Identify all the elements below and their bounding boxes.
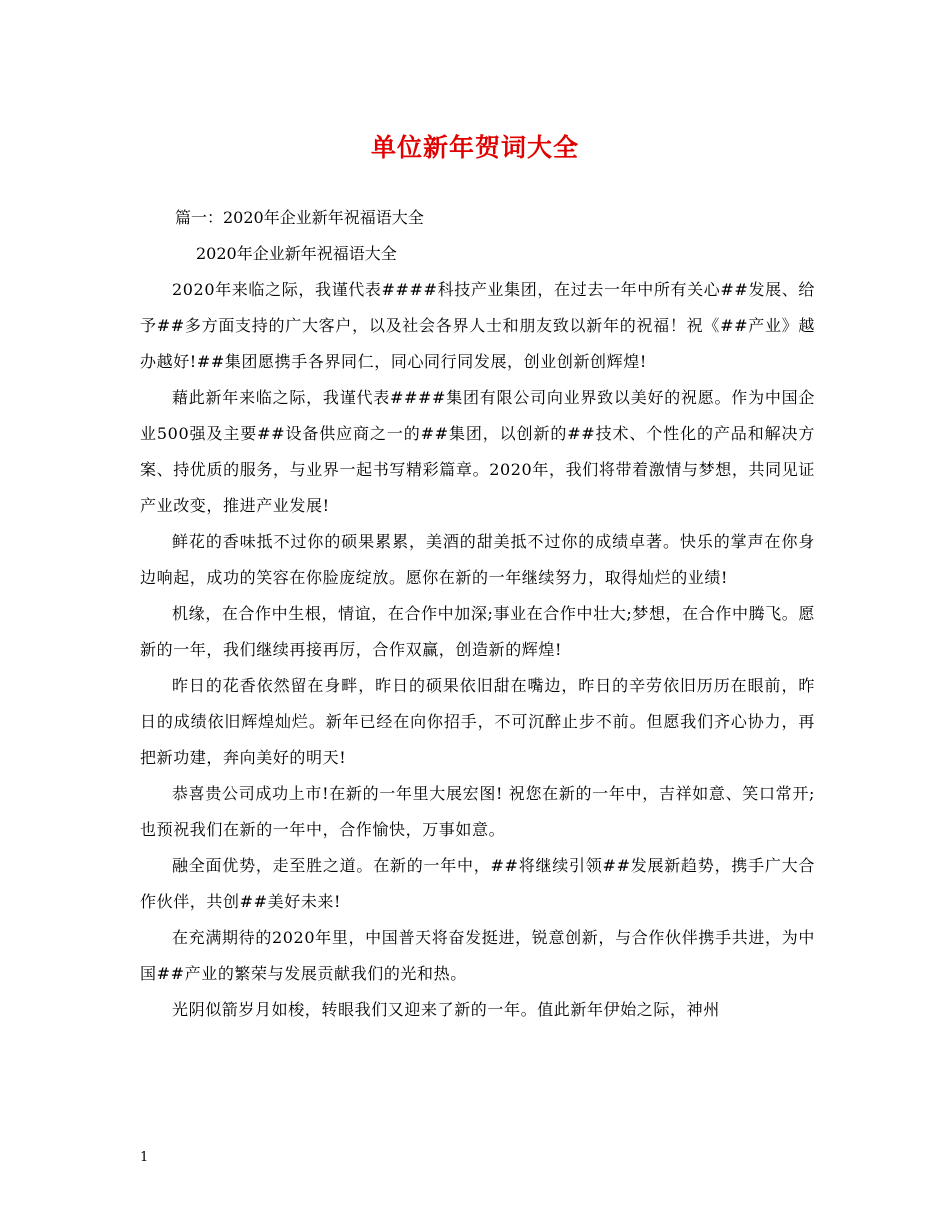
section-subheading: 2020年企业新年祝福语大全 — [196, 244, 397, 263]
paragraph-1: 2020年来临之际，我谨代表####科技产业集团，在过去一年中所有关心##发展、给予##多方面支持的广大客户，以及社会各界人士和朋友致以新年的祝福！祝《##产业》越办越好!##集团愿携手各界同仁，同心同行同发展，创业创新创辉煌! — [140, 280, 815, 371]
paragraph-3: 鲜花的香味抵不过你的硕果累累，美酒的甜美抵不过你的成绩卓著。快乐的掌声在你身边响起，成功的笑容在你脸庞绽放。愿你在新的一年继续努力，取得灿烂的业绩! — [140, 532, 815, 587]
paragraph-4: 机缘，在合作中生根，情谊，在合作中加深;事业在合作中壮大;梦想，在合作中腾飞。愿新的一年，我们继续再接再厉，合作双赢，创造新的辉煌! — [140, 604, 815, 659]
paragraph-8: 在充满期待的2020年里，中国普天将奋发挺进，锐意创新，与合作伙伴携手共进，为中国##产业的繁荣与发展贡献我们的光和热。 — [140, 928, 815, 983]
page-number: 1 — [140, 1150, 149, 1165]
section-heading: 篇一：2020年企业新年祝福语大全 — [175, 208, 424, 227]
document-body — [140, 200, 815, 1028]
paragraph-9: 光阴似箭岁月如梭，转眼我们又迎来了新的一年。值此新年伊始之际，神州 — [172, 1000, 720, 1019]
paragraph-6: 恭喜贵公司成功上市!在新的一年里大展宏图! 祝您在新的一年中，吉祥如意、笑口常开;也预祝我们在新的一年中，合作愉快，万事如意。 — [140, 784, 815, 839]
document-title: 单位新年贺词大全 — [370, 133, 579, 162]
paragraph-2: 藉此新年来临之际，我谨代表####集团有限公司向业界致以美好的祝愿。作为中国企业500强及主要##设备供应商之一的##集团，以创新的##技术、个性化的产品和解决方案、持优质的服务，与业界一起书写精彩篇章。2020年，我们将带着激情与梦想，共同见证产业改变，推进产业发展! — [140, 388, 815, 515]
paragraph-5: 昨日的花香依然留在身畔，昨日的硕果依旧甜在嘴边，昨日的辛劳依旧历历在眼前，昨日的成绩依旧辉煌灿烂。新年已经在向你招手，不可沉醉止步不前。但愿我们齐心协力，再把新功建，奔向美好的明天! — [140, 676, 815, 767]
paragraph-7: 融全面优势，走至胜之道。在新的一年中，##将继续引领##发展新趋势，携手广大合作伙伴，共创##美好未来! — [140, 856, 815, 911]
